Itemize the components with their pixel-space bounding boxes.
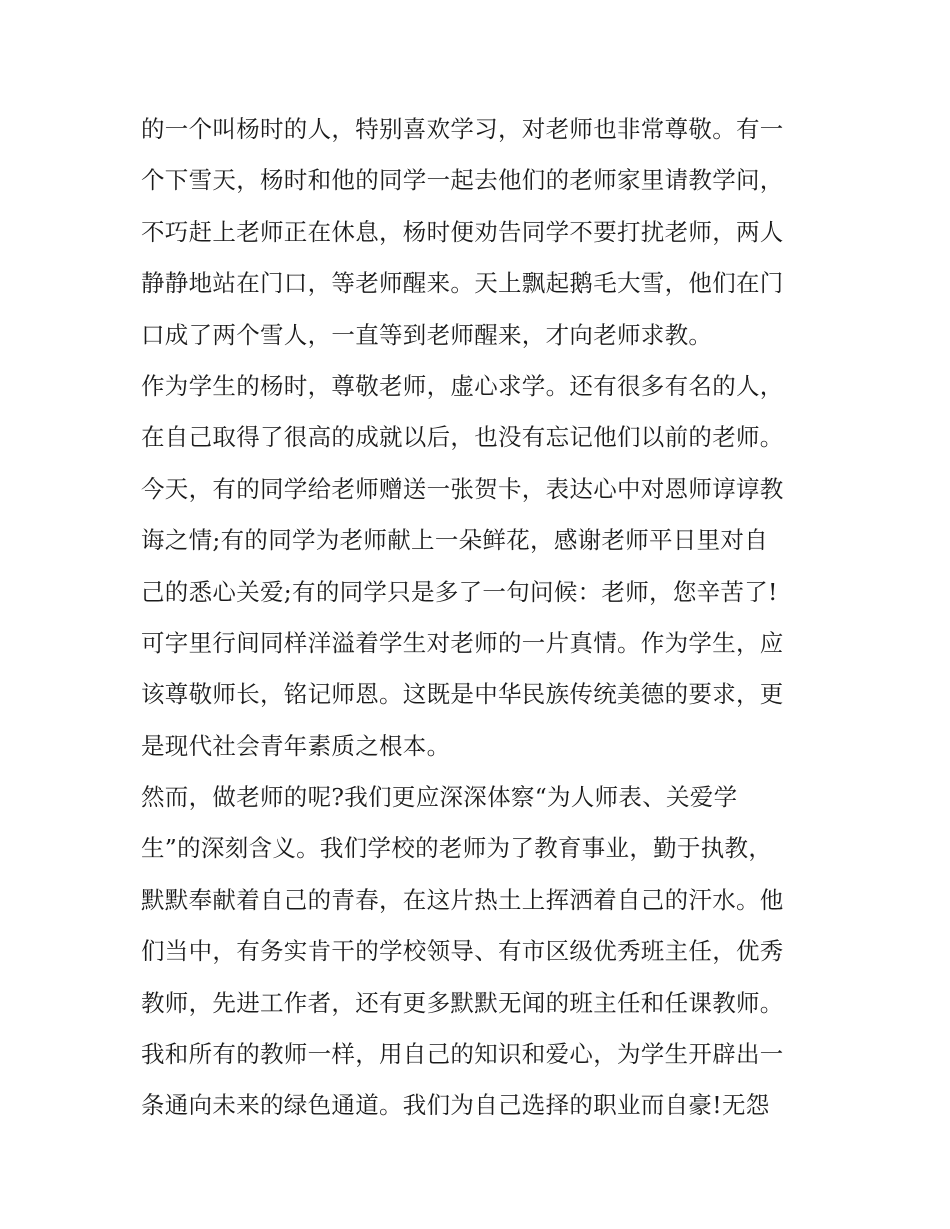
- text-line: 作为学生的杨时，尊敬老师，虚心求学。还有很多有名的人，: [141, 371, 784, 400]
- text-line: 己的悉心关爱;有的同学只是多了一句问候：老师，您辛苦了!: [141, 577, 778, 606]
- text-line: 不巧赶上老师正在休息，杨时便劝告同学不要打扰老师，两人: [141, 217, 784, 246]
- text-line: 诲之情;有的同学为老师献上一朵鲜花，感谢老师平日里对自: [141, 526, 769, 555]
- text-line: 个下雪天，杨时和他的同学一起去他们的老师家里请教学问，: [141, 166, 784, 195]
- text-line: 可字里行间同样洋溢着学生对老师的一片真情。作为学生，应: [141, 628, 784, 657]
- text-line: 生”的深刻含义。我们学校的老师为了教育事业，勤于执教，: [141, 834, 773, 863]
- text-line: 们当中，有务实肯干的学校领导、有市区级优秀班主任，优秀: [141, 937, 784, 966]
- text-line: 的一个叫杨时的人，特别喜欢学习，对老师也非常尊敬。有一: [141, 115, 784, 143]
- body-text: [141, 104, 821, 1132]
- text-line: 该尊敬师长，铭记师恩。这既是中华民族传统美德的要求，更: [141, 680, 784, 709]
- text-line: 口成了两个雪人，一直等到老师醒来，才向老师求教。: [141, 320, 713, 349]
- text-line: 默默奉献着自己的青春，在这片热土上挥洒着自己的汗水。他: [141, 885, 784, 914]
- text-line: 教师，先进工作者，还有更多默默无闻的班主任和任课教师。: [141, 988, 784, 1017]
- text-line: 是现代社会青年素质之根本。: [141, 731, 451, 760]
- text-line: 今天，有的同学给老师赠送一张贺卡，表达心中对恩师谆谆教: [141, 474, 784, 503]
- text-line: 我和所有的教师一样，用自己的知识和爱心，为学生开辟出一: [141, 1040, 784, 1069]
- text-line: 条通向未来的绿色通道。我们为自己选择的职业而自豪!无怨: [141, 1091, 770, 1120]
- text-line: 然而，做老师的呢?我们更应深深体察“为人师表、关爱学: [141, 783, 738, 812]
- text-line: 在自己取得了很高的成就以后，也没有忘记他们以前的老师。: [141, 423, 784, 452]
- text-line: 静静地站在门口，等老师醒来。天上飘起鹅毛大雪，他们在门: [141, 269, 784, 298]
